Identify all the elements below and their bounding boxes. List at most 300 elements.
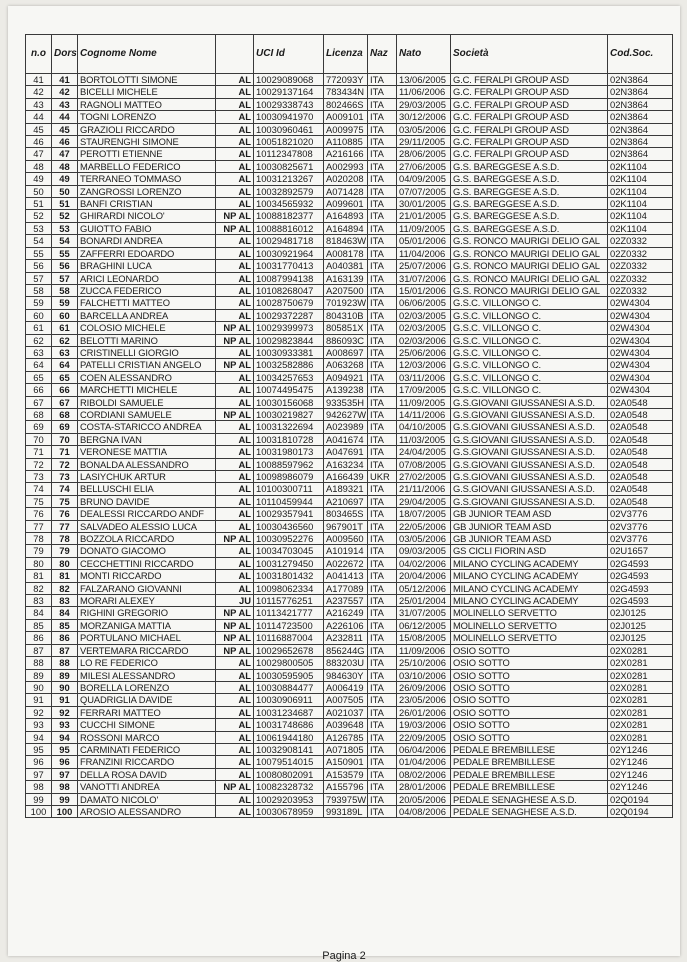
table-row (26, 247, 673, 259)
team-name: G.S.GIOVANI GIUSSANESI A.S.D. (451, 421, 608, 433)
row-number: 66 (26, 384, 52, 396)
team-code: 02A0548 (608, 483, 673, 495)
rider-name: VANOTTI ANDREA (78, 781, 216, 793)
row-number: 71 (26, 446, 52, 458)
team-name: G.S. RONCO MAURIGI DELIO GAL (451, 284, 608, 296)
birth-date: 11/06/2006 (397, 86, 451, 98)
birth-date: 02/03/2005 (397, 322, 451, 334)
rider-category: AL (216, 309, 254, 321)
team-name: OSIO SOTTO (451, 669, 608, 681)
team-name: G.C. FERALPI GROUP ASD (451, 123, 608, 135)
nationality: ITA (368, 619, 397, 631)
rider-category: AL (216, 260, 254, 272)
rider-name: MARBELLO FEDERICO (78, 160, 216, 172)
table-row (26, 272, 673, 284)
row-number: 42 (26, 86, 52, 98)
document-sheet (8, 6, 680, 962)
uci-id: 10029338743 (254, 98, 324, 110)
birth-date: 20/04/2006 (397, 570, 451, 582)
bib-number: 69 (52, 421, 78, 433)
bib-number: 86 (52, 632, 78, 644)
row-number: 80 (26, 557, 52, 569)
nationality: ITA (368, 805, 397, 817)
nationality: ITA (368, 644, 397, 656)
team-name: PEDALE BREMBILLESE (451, 756, 608, 768)
bib-number: 84 (52, 607, 78, 619)
nationality: ITA (368, 396, 397, 408)
nationality: ITA (368, 284, 397, 296)
uci-id: 10031213267 (254, 173, 324, 185)
bib-number: 48 (52, 160, 78, 172)
table-row (26, 433, 673, 445)
nationality: ITA (368, 743, 397, 755)
row-number: 83 (26, 595, 52, 607)
team-name: PEDALE BREMBILLESE (451, 781, 608, 793)
row-number: 41 (26, 74, 52, 86)
bib-number: 59 (52, 297, 78, 309)
team-name: MOLINELLO SERVETTO (451, 632, 608, 644)
uci-id: 10031801432 (254, 570, 324, 582)
rider-category: AL (216, 111, 254, 123)
uci-id: 10029089068 (254, 74, 324, 86)
bib-number: 89 (52, 669, 78, 681)
team-code: 02W4304 (608, 359, 673, 371)
table-row (26, 731, 673, 743)
team-name: MOLINELLO SERVETTO (451, 607, 608, 619)
team-name: MILANO CYCLING ACADEMY (451, 557, 608, 569)
uci-id: 10113421777 (254, 607, 324, 619)
bib-number: 90 (52, 681, 78, 693)
licence-number: 942627W (324, 408, 368, 420)
team-code: 02X0281 (608, 694, 673, 706)
birth-date: 11/04/2006 (397, 247, 451, 259)
table-row (26, 632, 673, 644)
rider-name: FALZARANO GIOVANNI (78, 582, 216, 594)
team-name: G.S.GIOVANI GIUSSANESI A.S.D. (451, 495, 608, 507)
uci-id: 10030678959 (254, 805, 324, 817)
licence-number: A139238 (324, 384, 368, 396)
row-number: 94 (26, 731, 52, 743)
rider-name: ZUCCA FEDERICO (78, 284, 216, 296)
birth-date: 19/03/2006 (397, 719, 451, 731)
bib-number: 44 (52, 111, 78, 123)
birth-date: 21/01/2005 (397, 210, 451, 222)
team-name: G.S. BAREGGESE A.S.D. (451, 160, 608, 172)
uci-id: 10029800505 (254, 657, 324, 669)
rider-category: JU (216, 595, 254, 607)
birth-date: 06/04/2006 (397, 743, 451, 755)
row-number: 47 (26, 148, 52, 160)
team-name: G.S.GIOVANI GIUSSANESI A.S.D. (451, 396, 608, 408)
rider-category: AL (216, 520, 254, 532)
uci-id: 10088182377 (254, 210, 324, 222)
team-name: GB JUNIOR TEAM ASD (451, 533, 608, 545)
rider-category: AL (216, 805, 254, 817)
nationality: ITA (368, 210, 397, 222)
rider-name: BARCELLA ANDREA (78, 309, 216, 321)
rider-name: RAGNOLI MATTEO (78, 98, 216, 110)
rider-name: BRAGHINI LUCA (78, 260, 216, 272)
table-row (26, 657, 673, 669)
rider-name: ZAFFERRI EDOARDO (78, 247, 216, 259)
team-code: 02J0125 (608, 607, 673, 619)
row-number: 73 (26, 471, 52, 483)
rider-category: AL (216, 508, 254, 520)
uci-id: 10029652678 (254, 644, 324, 656)
licence-number: A164893 (324, 210, 368, 222)
table-row (26, 533, 673, 545)
nationality: ITA (368, 781, 397, 793)
uci-id: 10032908141 (254, 743, 324, 755)
nationality: ITA (368, 508, 397, 520)
rider-name: RIBOLDI SAMUELE (78, 396, 216, 408)
licence-number: A207500 (324, 284, 368, 296)
team-code: 02A0548 (608, 446, 673, 458)
team-name: G.S.C. VILLONGO C. (451, 384, 608, 396)
bib-number: 92 (52, 706, 78, 718)
table-row (26, 284, 673, 296)
uci-id: 10116887004 (254, 632, 324, 644)
bib-number: 99 (52, 793, 78, 805)
birth-date: 04/09/2005 (397, 173, 451, 185)
table-row (26, 123, 673, 135)
uci-id: 10032582886 (254, 359, 324, 371)
uci-id: 10029823844 (254, 334, 324, 346)
rider-category: AL (216, 74, 254, 86)
nationality: ITA (368, 458, 397, 470)
team-code: 02Z0332 (608, 260, 673, 272)
team-name: G.S. BAREGGESE A.S.D. (451, 210, 608, 222)
rider-category: NP AL (216, 359, 254, 371)
team-name: MILANO CYCLING ACADEMY (451, 582, 608, 594)
birth-date: 07/08/2005 (397, 458, 451, 470)
team-code: 02G4593 (608, 570, 673, 582)
rider-category: AL (216, 756, 254, 768)
licence-number: A071805 (324, 743, 368, 755)
rider-name: GUIOTTO FABIO (78, 222, 216, 234)
header-dorsale: Dors (52, 35, 78, 74)
rider-name: ARICI LEONARDO (78, 272, 216, 284)
bib-number: 52 (52, 210, 78, 222)
row-number: 46 (26, 136, 52, 148)
team-code: 02A0548 (608, 471, 673, 483)
uci-id: 10030219827 (254, 408, 324, 420)
rider-name: BORELLA LORENZO (78, 681, 216, 693)
licence-number: A155796 (324, 781, 368, 793)
licence-number: 701923W (324, 297, 368, 309)
rider-name: TOGNI LORENZO (78, 111, 216, 123)
table-row (26, 694, 673, 706)
nationality: ITA (368, 408, 397, 420)
licence-number: 984630Y (324, 669, 368, 681)
birth-date: 28/01/2006 (397, 781, 451, 793)
rider-name: CECCHETTINI RICCARDO (78, 557, 216, 569)
team-name: GB JUNIOR TEAM ASD (451, 520, 608, 532)
row-number: 75 (26, 495, 52, 507)
row-number: 85 (26, 619, 52, 631)
team-name: G.S.GIOVANI GIUSSANESI A.S.D. (451, 471, 608, 483)
nationality: ITA (368, 384, 397, 396)
row-number: 96 (26, 756, 52, 768)
rider-category: AL (216, 98, 254, 110)
licence-number: 793975W (324, 793, 368, 805)
team-code: 02N3864 (608, 136, 673, 148)
team-code: 02Y1246 (608, 781, 673, 793)
table-row (26, 173, 673, 185)
bib-number: 53 (52, 222, 78, 234)
table-row (26, 793, 673, 805)
bib-number: 43 (52, 98, 78, 110)
birth-date: 27/06/2005 (397, 160, 451, 172)
row-number: 89 (26, 669, 52, 681)
row-number: 67 (26, 396, 52, 408)
team-name: G.S.C. VILLONGO C. (451, 346, 608, 358)
nationality: ITA (368, 545, 397, 557)
rider-category: AL (216, 247, 254, 259)
nationality: ITA (368, 657, 397, 669)
table-row (26, 322, 673, 334)
bib-number: 78 (52, 533, 78, 545)
rider-name: COLOSIO MICHELE (78, 322, 216, 334)
bib-number: 42 (52, 86, 78, 98)
rider-category: AL (216, 694, 254, 706)
licence-number: A110885 (324, 136, 368, 148)
licence-number: A002993 (324, 160, 368, 172)
birth-date: 08/02/2006 (397, 768, 451, 780)
table-row (26, 185, 673, 197)
team-name: G.C. FERALPI GROUP ASD (451, 86, 608, 98)
team-code: 02K1104 (608, 173, 673, 185)
row-number: 78 (26, 533, 52, 545)
rider-name: AROSIO ALESSANDRO (78, 805, 216, 817)
rider-name: FALCHETTI MATTEO (78, 297, 216, 309)
birth-date: 13/06/2005 (397, 74, 451, 86)
nationality: ITA (368, 309, 397, 321)
rider-category: NP AL (216, 222, 254, 234)
rider-name: BORTOLOTTI SIMONE (78, 74, 216, 86)
header-nationality: Naz (368, 35, 397, 74)
rider-name: BICELLI MICHELE (78, 86, 216, 98)
table-row (26, 86, 673, 98)
birth-date: 17/09/2005 (397, 384, 451, 396)
rider-name: MARCHETTI MICHELE (78, 384, 216, 396)
team-name: G.S. RONCO MAURIGI DELIO GAL (451, 235, 608, 247)
team-code: 02A0548 (608, 408, 673, 420)
table-row (26, 743, 673, 755)
team-name: GS CICLI FIORIN ASD (451, 545, 608, 557)
licence-number: A040381 (324, 260, 368, 272)
team-code: 02Z0332 (608, 284, 673, 296)
licence-number: A009101 (324, 111, 368, 123)
team-code: 02J0125 (608, 619, 673, 631)
row-number: 63 (26, 346, 52, 358)
team-name: MOLINELLO SERVETTO (451, 619, 608, 631)
uci-id: 10030941970 (254, 111, 324, 123)
uci-id: 10032892579 (254, 185, 324, 197)
rider-name: FRANZINI RICCARDO (78, 756, 216, 768)
licence-number: A189321 (324, 483, 368, 495)
team-code: 02X0281 (608, 644, 673, 656)
uci-id: 10098986079 (254, 471, 324, 483)
bib-number: 67 (52, 396, 78, 408)
bib-number: 82 (52, 582, 78, 594)
bib-number: 71 (52, 446, 78, 458)
uci-id: 10088816012 (254, 222, 324, 234)
team-code: 02K1104 (608, 222, 673, 234)
row-number: 86 (26, 632, 52, 644)
row-number: 70 (26, 433, 52, 445)
uci-id: 10030156068 (254, 396, 324, 408)
team-code: 02X0281 (608, 706, 673, 718)
nationality: ITA (368, 160, 397, 172)
rider-category: AL (216, 657, 254, 669)
rider-name: RIGHINI GREGORIO (78, 607, 216, 619)
table-row (26, 235, 673, 247)
bib-number: 77 (52, 520, 78, 532)
table-row (26, 384, 673, 396)
team-code: 02V3776 (608, 508, 673, 520)
rider-category: AL (216, 346, 254, 358)
row-number: 87 (26, 644, 52, 656)
licence-number: A150901 (324, 756, 368, 768)
table-row (26, 396, 673, 408)
row-number: 77 (26, 520, 52, 532)
licence-number: 886093C (324, 334, 368, 346)
bib-number: 65 (52, 371, 78, 383)
table-row (26, 471, 673, 483)
rider-category: AL (216, 160, 254, 172)
rider-category: AL (216, 86, 254, 98)
team-code: 02N3864 (608, 148, 673, 160)
rider-name: BOZZOLA RICCARDO (78, 533, 216, 545)
uci-id: 10030952276 (254, 533, 324, 545)
row-number: 82 (26, 582, 52, 594)
uci-id: 10031279450 (254, 557, 324, 569)
nationality: ITA (368, 607, 397, 619)
nationality: ITA (368, 694, 397, 706)
uci-id: 10029203953 (254, 793, 324, 805)
table-row (26, 706, 673, 718)
rider-category: AL (216, 557, 254, 569)
nationality: ITA (368, 185, 397, 197)
team-code: 02N3864 (608, 74, 673, 86)
team-name: OSIO SOTTO (451, 719, 608, 731)
row-number: 61 (26, 322, 52, 334)
team-name: G.S.GIOVANI GIUSSANESI A.S.D. (451, 433, 608, 445)
bib-number: 41 (52, 74, 78, 86)
rider-name: LO RE FEDERICO (78, 657, 216, 669)
uci-id: 10080802091 (254, 768, 324, 780)
nationality: ITA (368, 334, 397, 346)
bib-number: 56 (52, 260, 78, 272)
table-row (26, 198, 673, 210)
nationality: ITA (368, 235, 397, 247)
table-row (26, 111, 673, 123)
nationality: ITA (368, 756, 397, 768)
licence-number: A099601 (324, 198, 368, 210)
bib-number: 63 (52, 346, 78, 358)
table-row (26, 595, 673, 607)
birth-date: 18/07/2005 (397, 508, 451, 520)
team-code: 02W4304 (608, 346, 673, 358)
row-number: 45 (26, 123, 52, 135)
rider-name: ZANGROSSI LORENZO (78, 185, 216, 197)
table-row (26, 371, 673, 383)
rider-name: CARMINATI FEDERICO (78, 743, 216, 755)
rider-name: VERONESE MATTIA (78, 446, 216, 458)
team-name: G.C. FERALPI GROUP ASD (451, 74, 608, 86)
uci-id: 10031748686 (254, 719, 324, 731)
bib-number: 74 (52, 483, 78, 495)
nationality: ITA (368, 98, 397, 110)
licence-number: A210697 (324, 495, 368, 507)
birth-date: 06/12/2005 (397, 619, 451, 631)
rider-category: AL (216, 384, 254, 396)
team-name: G.S.GIOVANI GIUSSANESI A.S.D. (451, 408, 608, 420)
birth-date: 03/05/2006 (397, 533, 451, 545)
row-number: 52 (26, 210, 52, 222)
nationality: UKR (368, 471, 397, 483)
rider-category: AL (216, 198, 254, 210)
bib-number: 96 (52, 756, 78, 768)
bib-number: 70 (52, 433, 78, 445)
uci-id: 10098062334 (254, 582, 324, 594)
licence-number: A216166 (324, 148, 368, 160)
rider-name: BANFI CRISTIAN (78, 198, 216, 210)
birth-date: 07/07/2005 (397, 185, 451, 197)
row-number: 100 (26, 805, 52, 817)
uci-id: 10034257653 (254, 371, 324, 383)
bib-number: 81 (52, 570, 78, 582)
team-name: G.S. BAREGGESE A.S.D. (451, 198, 608, 210)
uci-id: 10029399973 (254, 322, 324, 334)
header-team: Società (451, 35, 608, 74)
team-code: 02A0548 (608, 396, 673, 408)
team-code: 02Y1246 (608, 768, 673, 780)
team-name: MILANO CYCLING ACADEMY (451, 595, 608, 607)
rider-name: DELLA ROSA DAVID (78, 768, 216, 780)
row-number: 58 (26, 284, 52, 296)
table-row (26, 719, 673, 731)
team-code: 02W4304 (608, 297, 673, 309)
bib-number: 80 (52, 557, 78, 569)
nationality: ITA (368, 148, 397, 160)
uci-id: 10031234687 (254, 706, 324, 718)
bib-number: 79 (52, 545, 78, 557)
nationality: ITA (368, 123, 397, 135)
birth-date: 01/04/2006 (397, 756, 451, 768)
table-row (26, 210, 673, 222)
rider-category: AL (216, 706, 254, 718)
licence-number: A164894 (324, 222, 368, 234)
team-name: MILANO CYCLING ACADEMY (451, 570, 608, 582)
licence-number: A009560 (324, 533, 368, 545)
team-name: PEDALE SENAGHESE A.S.D. (451, 805, 608, 817)
row-number: 69 (26, 421, 52, 433)
rider-category: NP AL (216, 533, 254, 545)
nationality: ITA (368, 632, 397, 644)
licence-number: 783434N (324, 86, 368, 98)
uci-id: 10028750679 (254, 297, 324, 309)
rider-name: PEROTTI ETIENNE (78, 148, 216, 160)
licence-number: A177089 (324, 582, 368, 594)
table-row (26, 681, 673, 693)
rider-name: CORDIANI SAMUELE (78, 408, 216, 420)
rider-category: AL (216, 421, 254, 433)
team-name: G.S. BAREGGESE A.S.D. (451, 173, 608, 185)
licence-number: A163139 (324, 272, 368, 284)
team-code: 02X0281 (608, 657, 673, 669)
